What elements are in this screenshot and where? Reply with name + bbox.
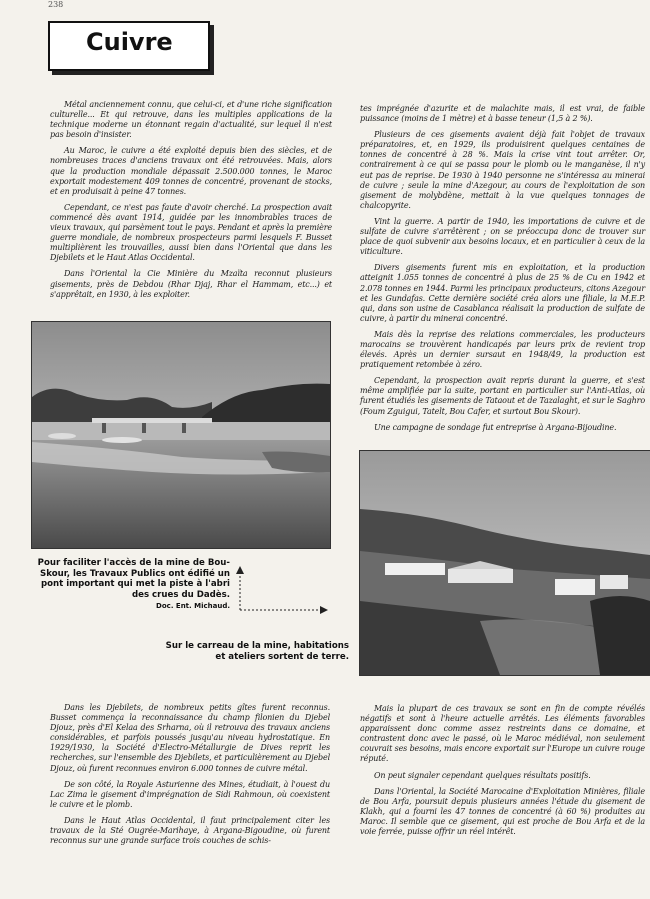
bridge-caption-block (30, 558, 230, 612)
paragraph: Cependant, ce n'est pas faute d'avoir cherché. La prospection avait commencé dès avant 1914, guidée par les innombrables traces de vieux travaux, qui parsèment tout le pays. Pendant et après la première guerre mondiale, de nombreux prospecteurs parmi lesquels F. Busset multiplièrent les trouvailles, aussi bien dans l'Oriental que dans les Djebilets et le Haut Atlas Occidental. (50, 202, 332, 263)
right-column-top (360, 104, 645, 439)
paragraph: Une campagne de sondage fut entreprise à Argana-Bijoudine. (374, 422, 617, 432)
bridge-caption: Pour faciliter l'accès de la mine de Bou-Skour, les Travaux Publics ont édifié un pont important qui met la piste à l'abri des crues du Dadès. (37, 558, 230, 600)
paragraph: Plusieurs de ces gisements avaient déjà fait l'objet de travaux préparatoires, et, en 1929, ils produisirent quelques centaines de tonnes de concentré à 28 %. Mais la crise vint tout arrêter. Or, contrairement à ce qui se passa pour le plomb ou le manganèse, il n'y eut pas de reprise. De 1930 à 1940 personne ne s'intéressa au minerai de cuivre ; seule la mine d'Azegour, au cours de l'exploitation de son gisement de molybdène, mettait à la vue quelques tonnages de chalcopyrite. (360, 130, 645, 210)
right-column-bottom (360, 704, 645, 843)
page-number: 238 (48, 0, 64, 9)
paragraph: Mais la plupart de ces travaux se sont en fin de compte révélés négatifs et sont à l'heure actuelle arrêtés. Les éléments favorables apparaissent donc comme assez restreints dans ce domaine, et contrastent donc avec le passé, où le Maroc médiéval, non seulement couvrait ses besoins, mais encore exportait sur l'Europe un cuivre rouge réputé. (360, 704, 645, 764)
paragraph: De son côté, la Royale Asturienne des Mines, étudiait, à l'ouest du Lac Zima le gisement d'imprégnation de Sidi Rahmoun, où coexistent le cuivre et le plomb. (50, 779, 330, 809)
paragraph: Mais dès la reprise des relations commerciales, les producteurs marocains se trouvèrent handicapés par leurs prix de revient trop élevés. Après un dernier sursaut en 1948/49, la production est pratiquement retombée à zéro. (360, 329, 645, 370)
paragraph: Cependant, la prospection avait repris durant la guerre, et s'est même amplifiée par la suite, portant en particulier sur l'Anti-Atlas, où furent étudiés les gisements de Tataout et de Tazalaght, et sur le Saghro (Foum Zguigui, Tatelt, Bou Cafer, et surtout Bou Skour). (360, 376, 645, 416)
left-column-bottom (50, 703, 330, 852)
paragraph: Vint la guerre. A partir de 1940, les importations de cuivre et de sulfate de cuivre s'arrêtèrent ; on se préoccupa donc de trouver sur place de quoi subvenir aux besoins locaux, et en particulier à ceux de la viticulture. (360, 216, 645, 257)
photo-credit: Doc. Ent. Michaud. (156, 602, 230, 611)
left-column-top (50, 100, 332, 306)
bridge-photo (31, 321, 331, 549)
paragraph: Au Maroc, le cuivre a été exploité depuis bien des siècles, et de nombreuses traces d'anciens travaux ont été retrouvées. Mais, alors que la production mondiale dépassait 2.500.000 tonnes, le Maroc exportait modestement 409 tonnes de concentré, provenant de stocks, et en produisait à peine 47 tonnes. (50, 146, 332, 196)
pointer-arrows (232, 566, 332, 616)
bridge-photo-image (32, 322, 330, 548)
mine-photo (359, 450, 650, 676)
paragraph: Dans le Haut Atlas Occidental, il faut principalement citer les travaux de la Sté Ougrée-Marihaye, à Argana-Bigoudine, où furent reconnus sur une grande surface trois couches de schis- (50, 815, 330, 846)
mine-photo-image (360, 451, 650, 675)
paragraph: Dans les Djebilets, de nombreux petits gîtes furent reconnus. Busset commença la reconnaissance du champ filonien du Djebel Djouz, près d'El Kelaa des Srharna, où il retrouva des travaux anciens considérables, et parfois poussés jusqu'au niveau hydrostatique. En 1929/1930, la Société d'Electro-Métallurgie de Dives reprit les recherches, sur l'ensemble des Djebilets, et particulièrement au Djebel Djouz, où furent reconnues environ 6.000 tonnes de cuivre métal. (50, 703, 330, 773)
section-title-box (48, 21, 210, 71)
paragraph: tes imprégnée d'azurite et de malachite mais, il est vrai, de faible puissance (moins de 1 mètre) et à basse teneur (1,5 à 2 %). (360, 104, 645, 124)
paragraph: Dans l'Oriental la Cie Minière du Mzaïta reconnut plusieurs gisements, près de Debdou (Rhar Djaj, Rhar el Hammam, etc...) et s'apprêtait, en 1930, à les exploiter. (50, 269, 332, 299)
paragraph: Dans l'Oriental, la Société Marocaine d'Exploitation Minières, filiale de Bou Arfa, poursuit depuis plusieurs années l'étude du gisement de Klakh, qui a fourni les 47 tonnes de concentré (à 60 %) produites au Maroc. Il semble que ce gisement, qui est proche de Bou Arfa et de la voie ferrée, puisse offrir un réel intérêt. (360, 786, 645, 837)
paragraph: Métal anciennement connu, que celui-ci, et d'une riche signification culturelle... Et qui retrouve, dans les multiples applications de la technique moderne un étonnant regain d'actualité, sur lequel il n'est pas besoin d'insister. (50, 100, 332, 140)
mine-caption: Sur le carreau de la mine, habitations et ateliers sortent de terre. (165, 641, 349, 662)
section-title: Cuivre (86, 28, 173, 56)
paragraph: Divers gisements furent mis en exploitation, et la production atteignit 1.055 tonnes de concentré à plus de 25 % de Cu en 1942 et 2.078 tonnes en 1944. Parmi les principaux producteurs, citons Azegour et les Gundafas. Cette dernière société créa alors une filiale, la M.E.P. qui, dans son usine de Casablanca réalisait la production de sulfate de cuivre, à partir du minerai concentré. (360, 263, 645, 323)
paragraph: On peut signaler cependant quelques résultats positifs. (374, 770, 591, 780)
mine-caption-block (165, 641, 349, 662)
